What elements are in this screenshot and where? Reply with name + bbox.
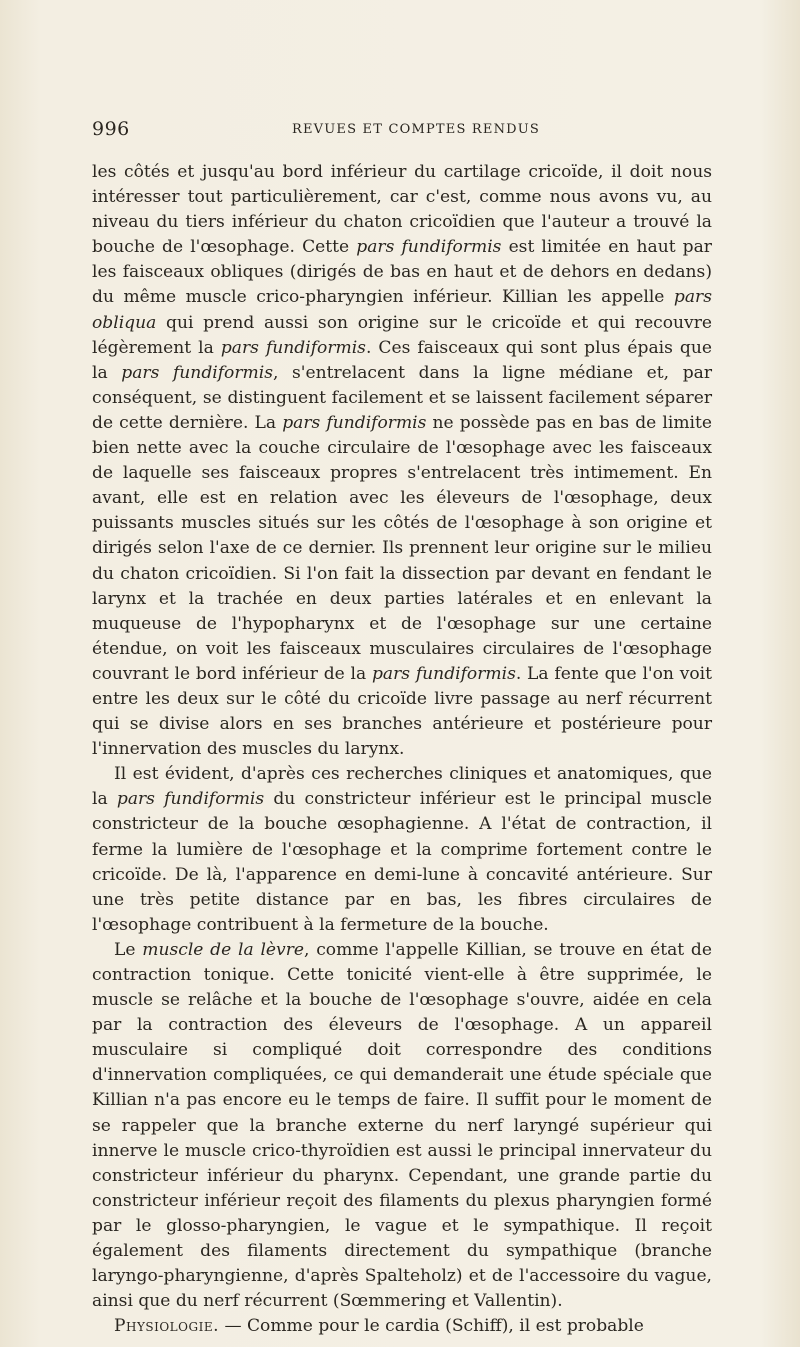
page-number: 996 xyxy=(92,118,130,140)
italic-term: pars fundiformis xyxy=(116,789,265,810)
text-run: Il est évident, d'après ces recherches cliniques et anatomiques, que la xyxy=(92,764,712,810)
text-run: est limitée en haut par les faisceaux obliques (dirigés de bas en haut et de dehors en dedans) du même muscle crico-pharyngien inférieur. Killian les appelle xyxy=(92,237,712,308)
italic-term: pars fundiformis xyxy=(121,362,273,383)
text-run: Le xyxy=(114,939,143,960)
text-run: , comme l'appelle Killian, se trouve en état de contraction tonique. Cette tonicité vient-elle à être supprimée, le muscle se relâche et la bouche de l'œsophage s'ouvre, aidée en cela par la contraction des éleveurs de l'œsophage. A un appareil musculaire si compliqué doit correspondre des conditions d'innervation compliquées, ce qui demanderait une étude spéciale que Killian n'a pas encore eu le temps de faire. Il suffit pour le moment de se rappeler que la branche externe du nerf laryngé supérieur qui innerve le muscle crico-thyroïdien est aussi le principal innervateur du constricteur inférieur du pharynx. Cependant, une grande partie du constricteur inférieur reçoit des filaments du plexus pharyngien formé par le glosso-pharyngien, le vague et le sympathique. Il reçoit également des filaments directement du sympathique (branche laryngo-pharyngienne, d'après Spalteholz) et de l'accessoire du vague, ainsi que du nerf récurrent (Sœmmering et Vallentin). xyxy=(92,939,712,1312)
text-run: du constricteur inférieur est le principal muscle constricteur de la bouche œsophagienne. A l'état de contraction, il ferme la lumière de l'œsophage et la comprime fortement contre le cricoïde. De là, l'apparence en demi-lune à concavité antérieure. Sur une très petite distance par en bas, les fibres circulaires de l'œsophage contribuent à la fermeture de la bouche. xyxy=(92,789,713,935)
text-run: — Comme pour le cardia (Schiff), il est probable xyxy=(219,1316,644,1337)
italic-term: pars fundiformis xyxy=(356,237,502,258)
paragraph xyxy=(92,160,712,762)
text-run: les côtés et jusqu'au bord inférieur du cartilage cricoïde, il doit nous intéresser tout particulièrement, car c'est, comme nous avons vu, au niveau du tiers inférieur du chaton cricoïdien que l'auteur a trouvé la bouche de l'œsophage. Cette xyxy=(92,162,712,258)
italic-term: pars fundiformis xyxy=(220,337,366,358)
text-run: . La fente que l'on voit entre les deux sur le côté du cricoïde livre passage au nerf récurrent qui se divise alors en ses branches antérieure et postérieure pour l'innervation des muscles du larynx. xyxy=(92,663,712,760)
italic-term: pars obliqua xyxy=(92,287,712,333)
paragraph xyxy=(92,762,712,938)
text-run: . Ces faisceaux qui sont plus épais que la xyxy=(92,337,712,383)
running-title: REVUES ET COMPTES RENDUS xyxy=(292,122,541,137)
paragraph xyxy=(92,938,712,1314)
text-run: ne possède pas en bas de limite bien nette avec la couche circulaire de l'œsophage avec les faisceaux de laquelle ses faisceaux propres s'entrelacent très intimement. En avant, elle est en relation avec les éleveurs de l'œsophage, deux puissants muscles situés sur les côtés de l'œsophage à son origine et dirigés selon l'axe de ce dernier. Ils prennent leur origine sur le milieu du chaton cricoïdien. Si l'on fait la dissection par devant en fendant le larynx et la trachée en deux parties latérales et en enlevant la muqueuse de l'hypopharynx et de l'œsophage sur une certaine étendue, on voit les faisceaux musculaires circulaires de l'œsophage couvrant le bord inférieur de la xyxy=(92,412,712,684)
section-label: Physiologie. xyxy=(114,1316,220,1337)
body-text xyxy=(92,160,712,1339)
italic-term: muscle de la lèvre xyxy=(142,939,304,960)
italic-term: pars fundiformis xyxy=(282,412,427,433)
paragraph xyxy=(92,1314,712,1339)
text-run: qui prend aussi son origine sur le cricoïde et qui recouvre légèrement la xyxy=(92,312,712,358)
italic-term: pars fundiformis xyxy=(371,663,516,684)
text-run: , s'entrelacent dans la ligne médiane et, par conséquent, se distinguent facilement et se laissent facilement séparer de cette dernière. La xyxy=(92,362,713,433)
page-header xyxy=(92,118,712,148)
